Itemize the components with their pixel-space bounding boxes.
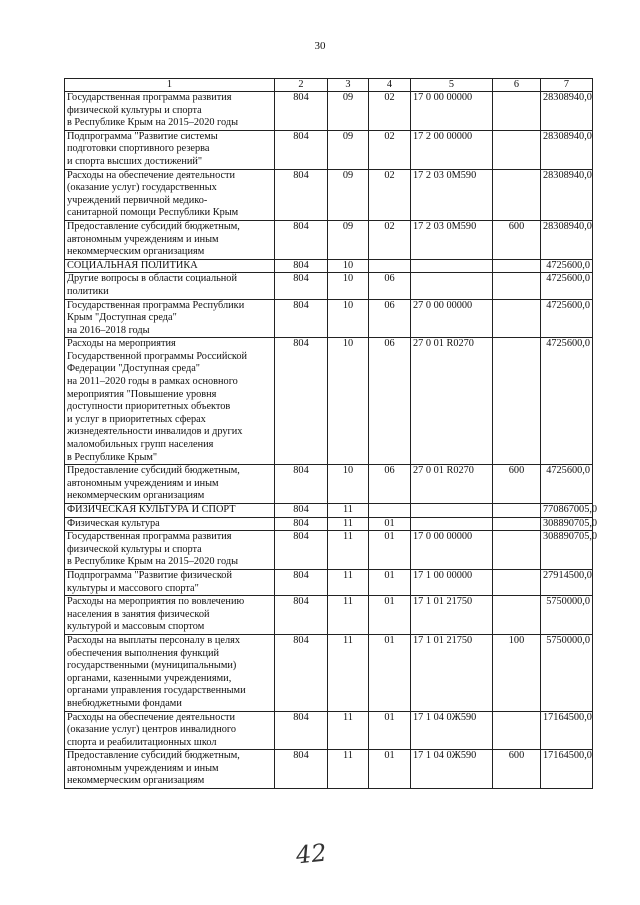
target-article-code: 17 1 01 21750 [411, 634, 493, 711]
amount: 4725600,0 [541, 465, 593, 504]
header-cell: 3 [328, 79, 369, 92]
ministry-code: 804 [275, 338, 328, 465]
subsection-code: 01 [369, 517, 411, 531]
header-row [65, 79, 593, 92]
table-row [65, 531, 593, 570]
ministry-code: 804 [275, 531, 328, 570]
subsection-code: 02 [369, 92, 411, 131]
ministry-code: 804 [275, 517, 328, 531]
expense-type-code: 100 [493, 634, 541, 711]
amount: 28308940,0 [541, 92, 593, 131]
expense-type-code [493, 531, 541, 570]
ministry-code: 804 [275, 92, 328, 131]
expense-type-code [493, 169, 541, 220]
ministry-code: 804 [275, 273, 328, 299]
amount: 308890705,0 [541, 517, 593, 531]
ministry-code: 804 [275, 169, 328, 220]
table-row [65, 220, 593, 259]
ministry-code: 804 [275, 569, 328, 595]
target-article-code: 17 1 04 0Ж590 [411, 750, 493, 789]
amount: 308890705,0 [541, 531, 593, 570]
section-code: 11 [328, 569, 369, 595]
section-code: 10 [328, 338, 369, 465]
row-name: Расходы на обеспечение деятельности (оказание услуг) центров инвалидного спорта и реабилитационных школ [65, 711, 275, 750]
header-cell: 4 [369, 79, 411, 92]
subsection-code: 02 [369, 169, 411, 220]
ministry-code: 804 [275, 596, 328, 635]
section-code: 10 [328, 273, 369, 299]
amount: 5750000,0 [541, 596, 593, 635]
target-article-code: 17 2 00 00000 [411, 130, 493, 169]
ministry-code: 804 [275, 750, 328, 789]
expense-type-code [493, 299, 541, 338]
row-name: Расходы на обеспечение деятельности (оказание услуг) государственных учреждений первичной медико- санитарной помощи Республики Крым [65, 169, 275, 220]
section-code: 11 [328, 750, 369, 789]
table-row [65, 92, 593, 131]
section-code: 09 [328, 169, 369, 220]
row-name: Физическая культура [65, 517, 275, 531]
amount: 4725600,0 [541, 299, 593, 338]
ministry-code: 804 [275, 711, 328, 750]
ministry-code: 804 [275, 299, 328, 338]
handwritten-page-number: 42 [294, 838, 328, 870]
target-article-code [411, 273, 493, 299]
expense-type-code [493, 596, 541, 635]
section-code: 11 [328, 517, 369, 531]
row-name: Предоставление субсидий бюджетным, автономным учреждениям и иным некоммерческим организациям [65, 465, 275, 504]
amount: 27914500,0 [541, 569, 593, 595]
target-article-code: 27 0 01 R0270 [411, 465, 493, 504]
subsection-code: 02 [369, 220, 411, 259]
target-article-code: 17 2 03 0М590 [411, 220, 493, 259]
row-name: ФИЗИЧЕСКАЯ КУЛЬТУРА И СПОРТ [65, 504, 275, 518]
expense-type-code: 600 [493, 465, 541, 504]
amount: 28308940,0 [541, 220, 593, 259]
row-name: Государственная программа развития физической культуры и спорта в Республике Крым на 2015–2020 годы [65, 531, 275, 570]
section-code: 09 [328, 130, 369, 169]
amount: 770867005,0 [541, 504, 593, 518]
expense-type-code [493, 517, 541, 531]
expense-type-code [493, 711, 541, 750]
header-cell: 6 [493, 79, 541, 92]
amount: 5750000,0 [541, 634, 593, 711]
subsection-code: 06 [369, 465, 411, 504]
target-article-code [411, 259, 493, 273]
expense-type-code [493, 338, 541, 465]
expense-type-code [493, 130, 541, 169]
table-row [65, 169, 593, 220]
target-article-code [411, 504, 493, 518]
section-code: 09 [328, 92, 369, 131]
section-code: 10 [328, 299, 369, 338]
subsection-code: 01 [369, 750, 411, 789]
ministry-code: 804 [275, 504, 328, 518]
table-row [65, 130, 593, 169]
table-row [65, 517, 593, 531]
expense-type-code [493, 273, 541, 299]
row-name: Государственная программа Республики Крым "Доступная среда" на 2016–2018 годы [65, 299, 275, 338]
ministry-code: 804 [275, 465, 328, 504]
table-body [65, 92, 598, 789]
header-cell: 1 [65, 79, 275, 92]
expense-type-code [493, 92, 541, 131]
row-name: Расходы на мероприятия Государственной программы Российской Федерации "Доступная среда" на 2011–2020 годы в рамках основного мероприятия "Повышение уровня доступности приоритетных объектов и услуг в приоритетных сферах жизнедеятельности инвалидов и других маломобильных групп населения в Республике Крым" [65, 338, 275, 465]
ministry-code: 804 [275, 220, 328, 259]
expense-type-code [493, 569, 541, 595]
amount: 4725600,0 [541, 259, 593, 273]
target-article-code: 17 2 03 0М590 [411, 169, 493, 220]
expense-type-code [493, 504, 541, 518]
expense-type-code: 600 [493, 750, 541, 789]
header-cell: 2 [275, 79, 328, 92]
table-row [65, 338, 593, 465]
subsection-code: 01 [369, 531, 411, 570]
amount: 17164500,0 [541, 750, 593, 789]
amount: 4725600,0 [541, 338, 593, 465]
target-article-code [411, 517, 493, 531]
table-row [65, 299, 593, 338]
subsection-code: 02 [369, 130, 411, 169]
row-name: СОЦИАЛЬНАЯ ПОЛИТИКА [65, 259, 275, 273]
subsection-code [369, 259, 411, 273]
header-cell: 5 [411, 79, 493, 92]
ministry-code: 804 [275, 130, 328, 169]
section-code: 09 [328, 220, 369, 259]
section-code: 11 [328, 711, 369, 750]
target-article-code: 27 0 00 00000 [411, 299, 493, 338]
ministry-code: 804 [275, 259, 328, 273]
amount: 17164500,0 [541, 711, 593, 750]
subsection-code: 01 [369, 569, 411, 595]
table-row [65, 504, 593, 518]
page-number: 30 [314, 40, 326, 52]
section-code: 11 [328, 634, 369, 711]
row-name: Подпрограмма "Развитие системы подготовки спортивного резерва и спорта высших достижений" [65, 130, 275, 169]
subsection-code: 06 [369, 273, 411, 299]
row-name: Расходы на выплаты персоналу в целях обеспечения выполнения функций государственными (муниципальными) органами, казенными учреждениями, органами управления государственными внебюджетными фондами [65, 634, 275, 711]
target-article-code: 17 1 01 21750 [411, 596, 493, 635]
table-row [65, 569, 593, 595]
target-article-code: 17 0 00 00000 [411, 531, 493, 570]
amount: 28308940,0 [541, 169, 593, 220]
row-name: Подпрограмма "Развитие физической культуры и массового спорта" [65, 569, 275, 595]
table-row [65, 465, 593, 504]
ministry-code: 804 [275, 634, 328, 711]
target-article-code: 27 0 01 R0270 [411, 338, 493, 465]
table-row [65, 711, 593, 750]
subsection-code: 06 [369, 338, 411, 465]
subsection-code [369, 504, 411, 518]
amount: 28308940,0 [541, 130, 593, 169]
amount: 4725600,0 [541, 273, 593, 299]
table-row [65, 596, 593, 635]
expense-type-code: 600 [493, 220, 541, 259]
row-name: Предоставление субсидий бюджетным, автономным учреждениям и иным некоммерческим организациям [65, 220, 275, 259]
subsection-code: 01 [369, 596, 411, 635]
subsection-code: 01 [369, 711, 411, 750]
target-article-code: 17 1 00 00000 [411, 569, 493, 595]
section-code: 10 [328, 259, 369, 273]
row-name: Предоставление субсидий бюджетным, автономным учреждениям и иным некоммерческим организациям [65, 750, 275, 789]
row-name: Другие вопросы в области социальной политики [65, 273, 275, 299]
table-row [65, 259, 593, 273]
header-cell: 7 [541, 79, 593, 92]
expense-type-code [493, 259, 541, 273]
table-row [65, 634, 593, 711]
target-article-code: 17 0 00 00000 [411, 92, 493, 131]
subsection-code: 01 [369, 634, 411, 711]
section-code: 11 [328, 596, 369, 635]
table-row [65, 750, 593, 789]
section-code: 11 [328, 531, 369, 570]
section-code: 10 [328, 465, 369, 504]
target-article-code: 17 1 04 0Ж590 [411, 711, 493, 750]
row-name: Государственная программа развития физической культуры и спорта в Республике Крым на 2015–2020 годы [65, 92, 275, 131]
table-row [65, 273, 593, 299]
budget-table [64, 78, 598, 789]
row-name: Расходы на мероприятия по вовлечению населения в занятия физической культурой и массовым спортом [65, 596, 275, 635]
subsection-code: 06 [369, 299, 411, 338]
section-code: 11 [328, 504, 369, 518]
